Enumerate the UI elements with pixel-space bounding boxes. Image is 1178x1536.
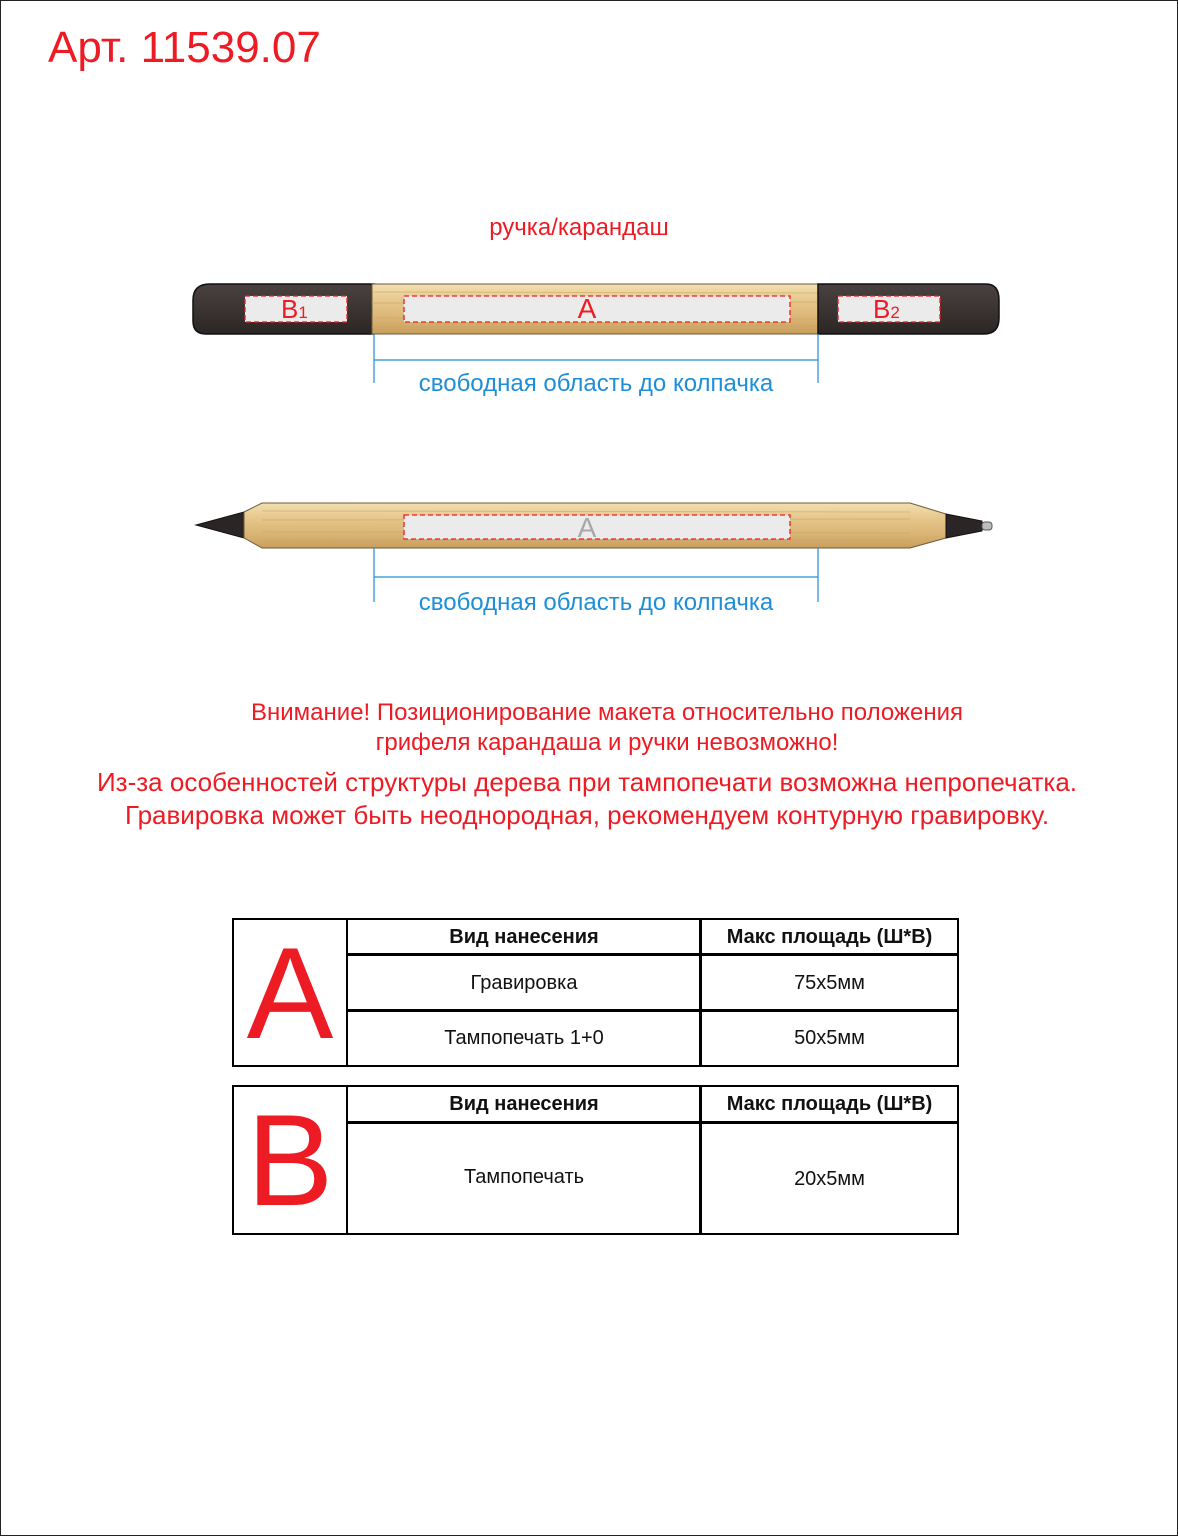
capped-pen-illustration	[193, 284, 999, 383]
notice-line-3: Из-за особенностей структуры дерева при тампопечати возможна непропечатка.	[96, 767, 1077, 797]
table-a-letter: A	[234, 920, 348, 1065]
table-b-header-method: Вид нанесения	[449, 1093, 599, 1115]
product-drawing	[0, 0, 1178, 680]
table-b-row1-area: 20x5мм	[794, 1167, 865, 1190]
table-a-header-area: Макс площадь (Ш*В)	[726, 926, 933, 948]
pen-ball	[982, 522, 992, 530]
table-b-letter: B	[234, 1087, 348, 1233]
warning-notice	[0, 698, 1178, 758]
zone-a-box-open	[404, 515, 790, 539]
table-a-header-method: Вид нанесения	[449, 926, 599, 948]
table-b-column-divider	[699, 1087, 702, 1233]
pen-tip	[946, 514, 982, 538]
zone-a-box	[404, 296, 790, 322]
article-title: Арт. 11539.07	[48, 23, 321, 72]
zone-b2-subscript: 2	[890, 303, 900, 322]
zone-b1-subscript: 1	[298, 303, 308, 322]
zone-a-label: A	[577, 293, 597, 324]
product-subtitle: ручка/карандаш	[489, 214, 669, 241]
zone-a-label-open: A	[577, 512, 597, 543]
zone-b2-label: B	[873, 294, 891, 324]
table-a-row1-area: 75x5мм	[794, 972, 865, 994]
table-a-column-divider	[699, 920, 702, 1065]
warning-line-1: Внимание! Позиционирование макета относительно положения	[251, 699, 963, 726]
warning-line-2: грифеля карандаша и ручки невозможно!	[375, 729, 839, 756]
free-area-label-bottom: свободная область до колпачка	[418, 589, 774, 616]
table-b-row1-method: Тампопечать	[463, 1166, 585, 1188]
notice-line-4: Гравировка может быть неоднородная, рекомендуем контурную гравировку.	[124, 800, 1050, 830]
uncapped-pen-illustration	[196, 503, 992, 602]
table-a-row1-method: Гравировка	[470, 972, 578, 994]
table-zone-b	[232, 1085, 959, 1235]
pencil-tip	[196, 512, 244, 538]
zone-b1-label: B	[281, 294, 299, 324]
free-area-label-top: свободная область до колпачка	[418, 370, 774, 397]
table-a-row2-method: Тампопечать 1+0	[444, 1027, 604, 1049]
wood-structure-notice	[0, 766, 1174, 832]
table-b-header-area: Макс площадь (Ш*В)	[726, 1093, 933, 1115]
table-a-row2-area: 50x5мм	[794, 1027, 865, 1049]
table-zone-a	[232, 918, 959, 1067]
